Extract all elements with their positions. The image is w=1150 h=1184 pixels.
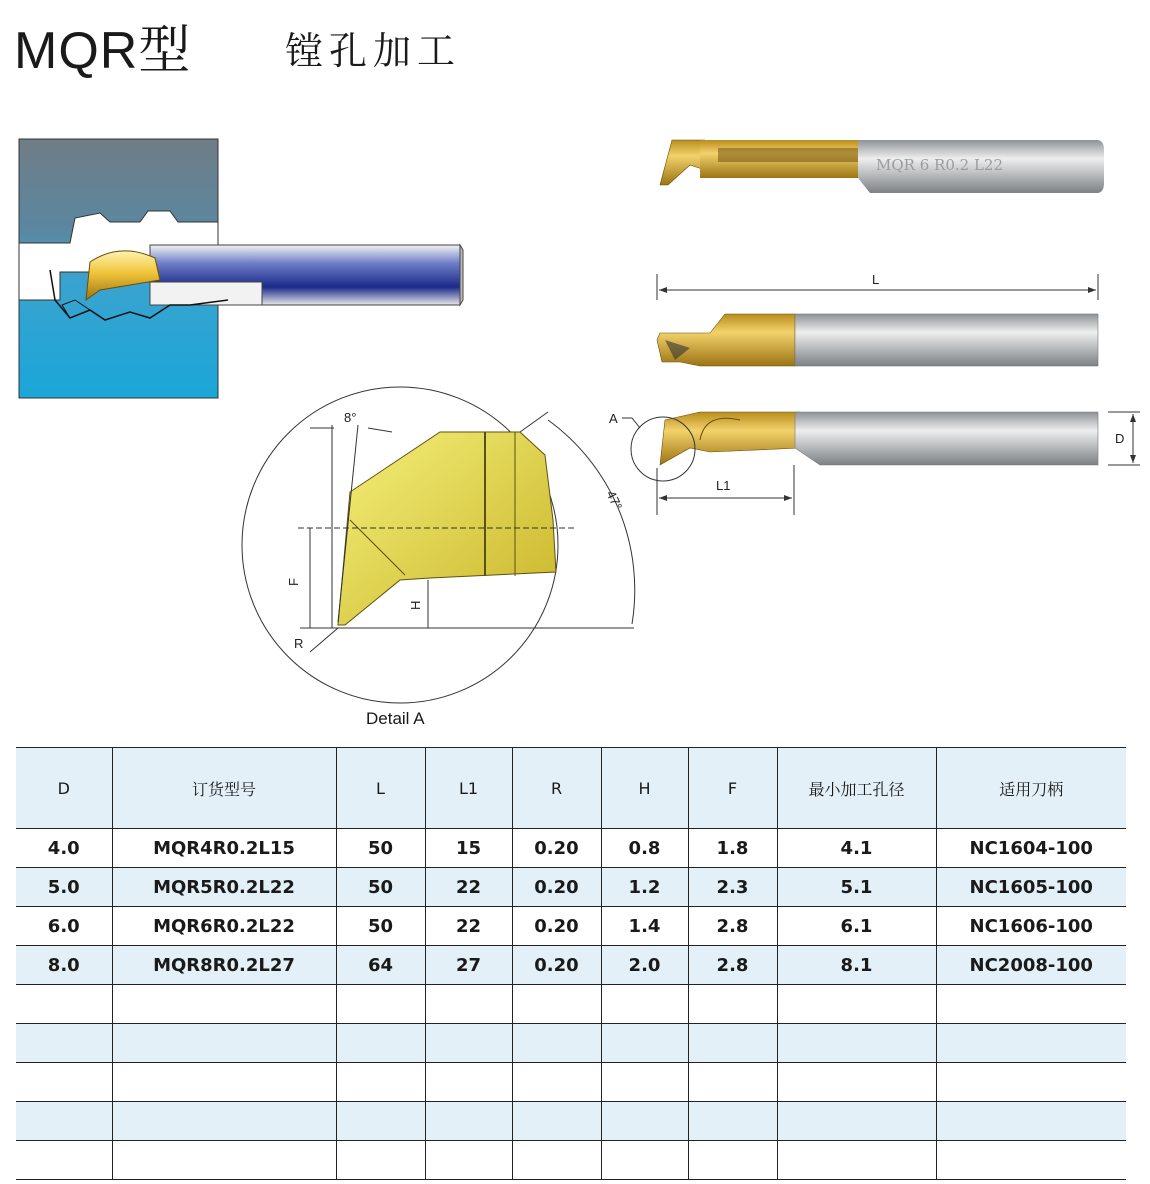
detail-caption: Detail A — [366, 709, 425, 728]
boring-operation-illustration — [19, 139, 463, 398]
cell-order-number — [112, 985, 336, 1024]
cell-order-number: MQR8R0.2L27 — [112, 946, 336, 985]
cell-h — [601, 1141, 688, 1180]
cell-f — [688, 1063, 777, 1102]
h-label: H — [408, 600, 423, 610]
cell-f: 2.8 — [688, 907, 777, 946]
cell-l1 — [425, 1024, 512, 1063]
cell-l1: 15 — [425, 829, 512, 868]
header-d: D — [16, 748, 112, 829]
cell-holder: NC1606-100 — [936, 907, 1126, 946]
cell-l1: 22 — [425, 907, 512, 946]
cell-d — [16, 1024, 112, 1063]
cell-h: 0.8 — [601, 829, 688, 868]
cell-d — [16, 1141, 112, 1180]
spec-table — [16, 747, 1126, 1180]
cell-r: 0.20 — [512, 829, 601, 868]
cell-holder — [936, 985, 1126, 1024]
cell-h: 1.4 — [601, 907, 688, 946]
cell-min-bore: 6.1 — [777, 907, 936, 946]
cell-f: 2.8 — [688, 946, 777, 985]
cell-order-number: MQR4R0.2L15 — [112, 829, 336, 868]
angle-8-label: 8° — [344, 410, 357, 425]
cell-min-bore: 4.1 — [777, 829, 936, 868]
d-label: D — [1115, 431, 1125, 446]
cell-f — [688, 1024, 777, 1063]
cell-h: 1.2 — [601, 868, 688, 907]
cell-l1 — [425, 1102, 512, 1141]
cell-l1: 22 — [425, 868, 512, 907]
cell-r: 0.20 — [512, 868, 601, 907]
cell-l: 50 — [336, 907, 425, 946]
cell-h: 2.0 — [601, 946, 688, 985]
cell-h — [601, 985, 688, 1024]
cell-min-bore: 5.1 — [777, 868, 936, 907]
table-row — [16, 1102, 1126, 1141]
cell-f — [688, 985, 777, 1024]
cell-l: 64 — [336, 946, 425, 985]
page-subtitle: 镗孔加工 — [285, 29, 462, 73]
cell-order-number — [112, 1063, 336, 1102]
table-row — [16, 985, 1126, 1024]
cell-d: 4.0 — [16, 829, 112, 868]
table-row — [16, 907, 1126, 946]
cell-min-bore — [777, 985, 936, 1024]
cell-l — [336, 1024, 425, 1063]
cell-holder: NC2008-100 — [936, 946, 1126, 985]
header-l1: L1 — [425, 748, 512, 829]
table-header-row — [16, 748, 1126, 829]
a-label: A — [609, 411, 618, 426]
cell-r — [512, 1102, 601, 1141]
cell-d — [16, 985, 112, 1024]
table-row — [16, 1141, 1126, 1180]
cell-f: 2.3 — [688, 868, 777, 907]
tool-marking: MQR 6 R0.2 L22 — [876, 156, 1003, 174]
cell-order-number: MQR5R0.2L22 — [112, 868, 336, 907]
cell-h — [601, 1102, 688, 1141]
header-min-bore: 最小加工孔径 — [777, 748, 936, 829]
cell-order-number — [112, 1102, 336, 1141]
cell-r — [512, 1024, 601, 1063]
l1-label: L1 — [716, 478, 731, 493]
detail-a-diagram — [242, 387, 635, 703]
tool-side-view-length — [657, 272, 1098, 366]
cell-d: 6.0 — [16, 907, 112, 946]
cell-l1 — [425, 1063, 512, 1102]
header-holder: 适用刀柄 — [936, 748, 1126, 829]
cell-d — [16, 1063, 112, 1102]
table-row — [16, 868, 1126, 907]
cell-holder: NC1604-100 — [936, 829, 1126, 868]
cell-l — [336, 1141, 425, 1180]
cell-d: 8.0 — [16, 946, 112, 985]
cell-min-bore — [777, 1102, 936, 1141]
cell-l1 — [425, 1141, 512, 1180]
cell-order-number: MQR6R0.2L22 — [112, 907, 336, 946]
cell-f — [688, 1141, 777, 1180]
cell-order-number — [112, 1024, 336, 1063]
f-label: F — [286, 578, 301, 586]
cell-min-bore — [777, 1063, 936, 1102]
cell-d: 5.0 — [16, 868, 112, 907]
table-row — [16, 946, 1126, 985]
cell-d — [16, 1102, 112, 1141]
cell-l — [336, 1102, 425, 1141]
cell-l1: 27 — [425, 946, 512, 985]
header-h: H — [601, 748, 688, 829]
cell-l1 — [425, 985, 512, 1024]
cell-r — [512, 1141, 601, 1180]
cell-r — [512, 985, 601, 1024]
cell-holder — [936, 1024, 1126, 1063]
cell-r — [512, 1063, 601, 1102]
cell-min-bore — [777, 1024, 936, 1063]
cell-r: 0.20 — [512, 946, 601, 985]
l-label: L — [872, 272, 880, 287]
cell-l: 50 — [336, 829, 425, 868]
cell-f: 1.8 — [688, 829, 777, 868]
cell-min-bore: 8.1 — [777, 946, 936, 985]
table-row — [16, 829, 1126, 868]
cell-holder: NC1605-100 — [936, 868, 1126, 907]
header-l: L — [336, 748, 425, 829]
cell-l — [336, 1063, 425, 1102]
table-row — [16, 1063, 1126, 1102]
table-row — [16, 1024, 1126, 1063]
angle-47-label: 47° — [603, 488, 626, 513]
header-f: F — [688, 748, 777, 829]
cell-holder — [936, 1102, 1126, 1141]
tool-side-view-l1 — [609, 411, 1140, 515]
cell-min-bore — [777, 1141, 936, 1180]
cell-order-number — [112, 1141, 336, 1180]
cell-h — [601, 1024, 688, 1063]
cell-holder — [936, 1063, 1126, 1102]
tool-photo — [660, 140, 1104, 193]
cell-h — [601, 1063, 688, 1102]
cell-r: 0.20 — [512, 907, 601, 946]
page-title: MQR型 — [14, 22, 192, 80]
cell-l: 50 — [336, 868, 425, 907]
cell-f — [688, 1102, 777, 1141]
header-r: R — [512, 748, 601, 829]
r-label: R — [294, 636, 304, 651]
header-order-number: 订货型号 — [112, 748, 336, 829]
cell-holder — [936, 1141, 1126, 1180]
cell-l — [336, 985, 425, 1024]
